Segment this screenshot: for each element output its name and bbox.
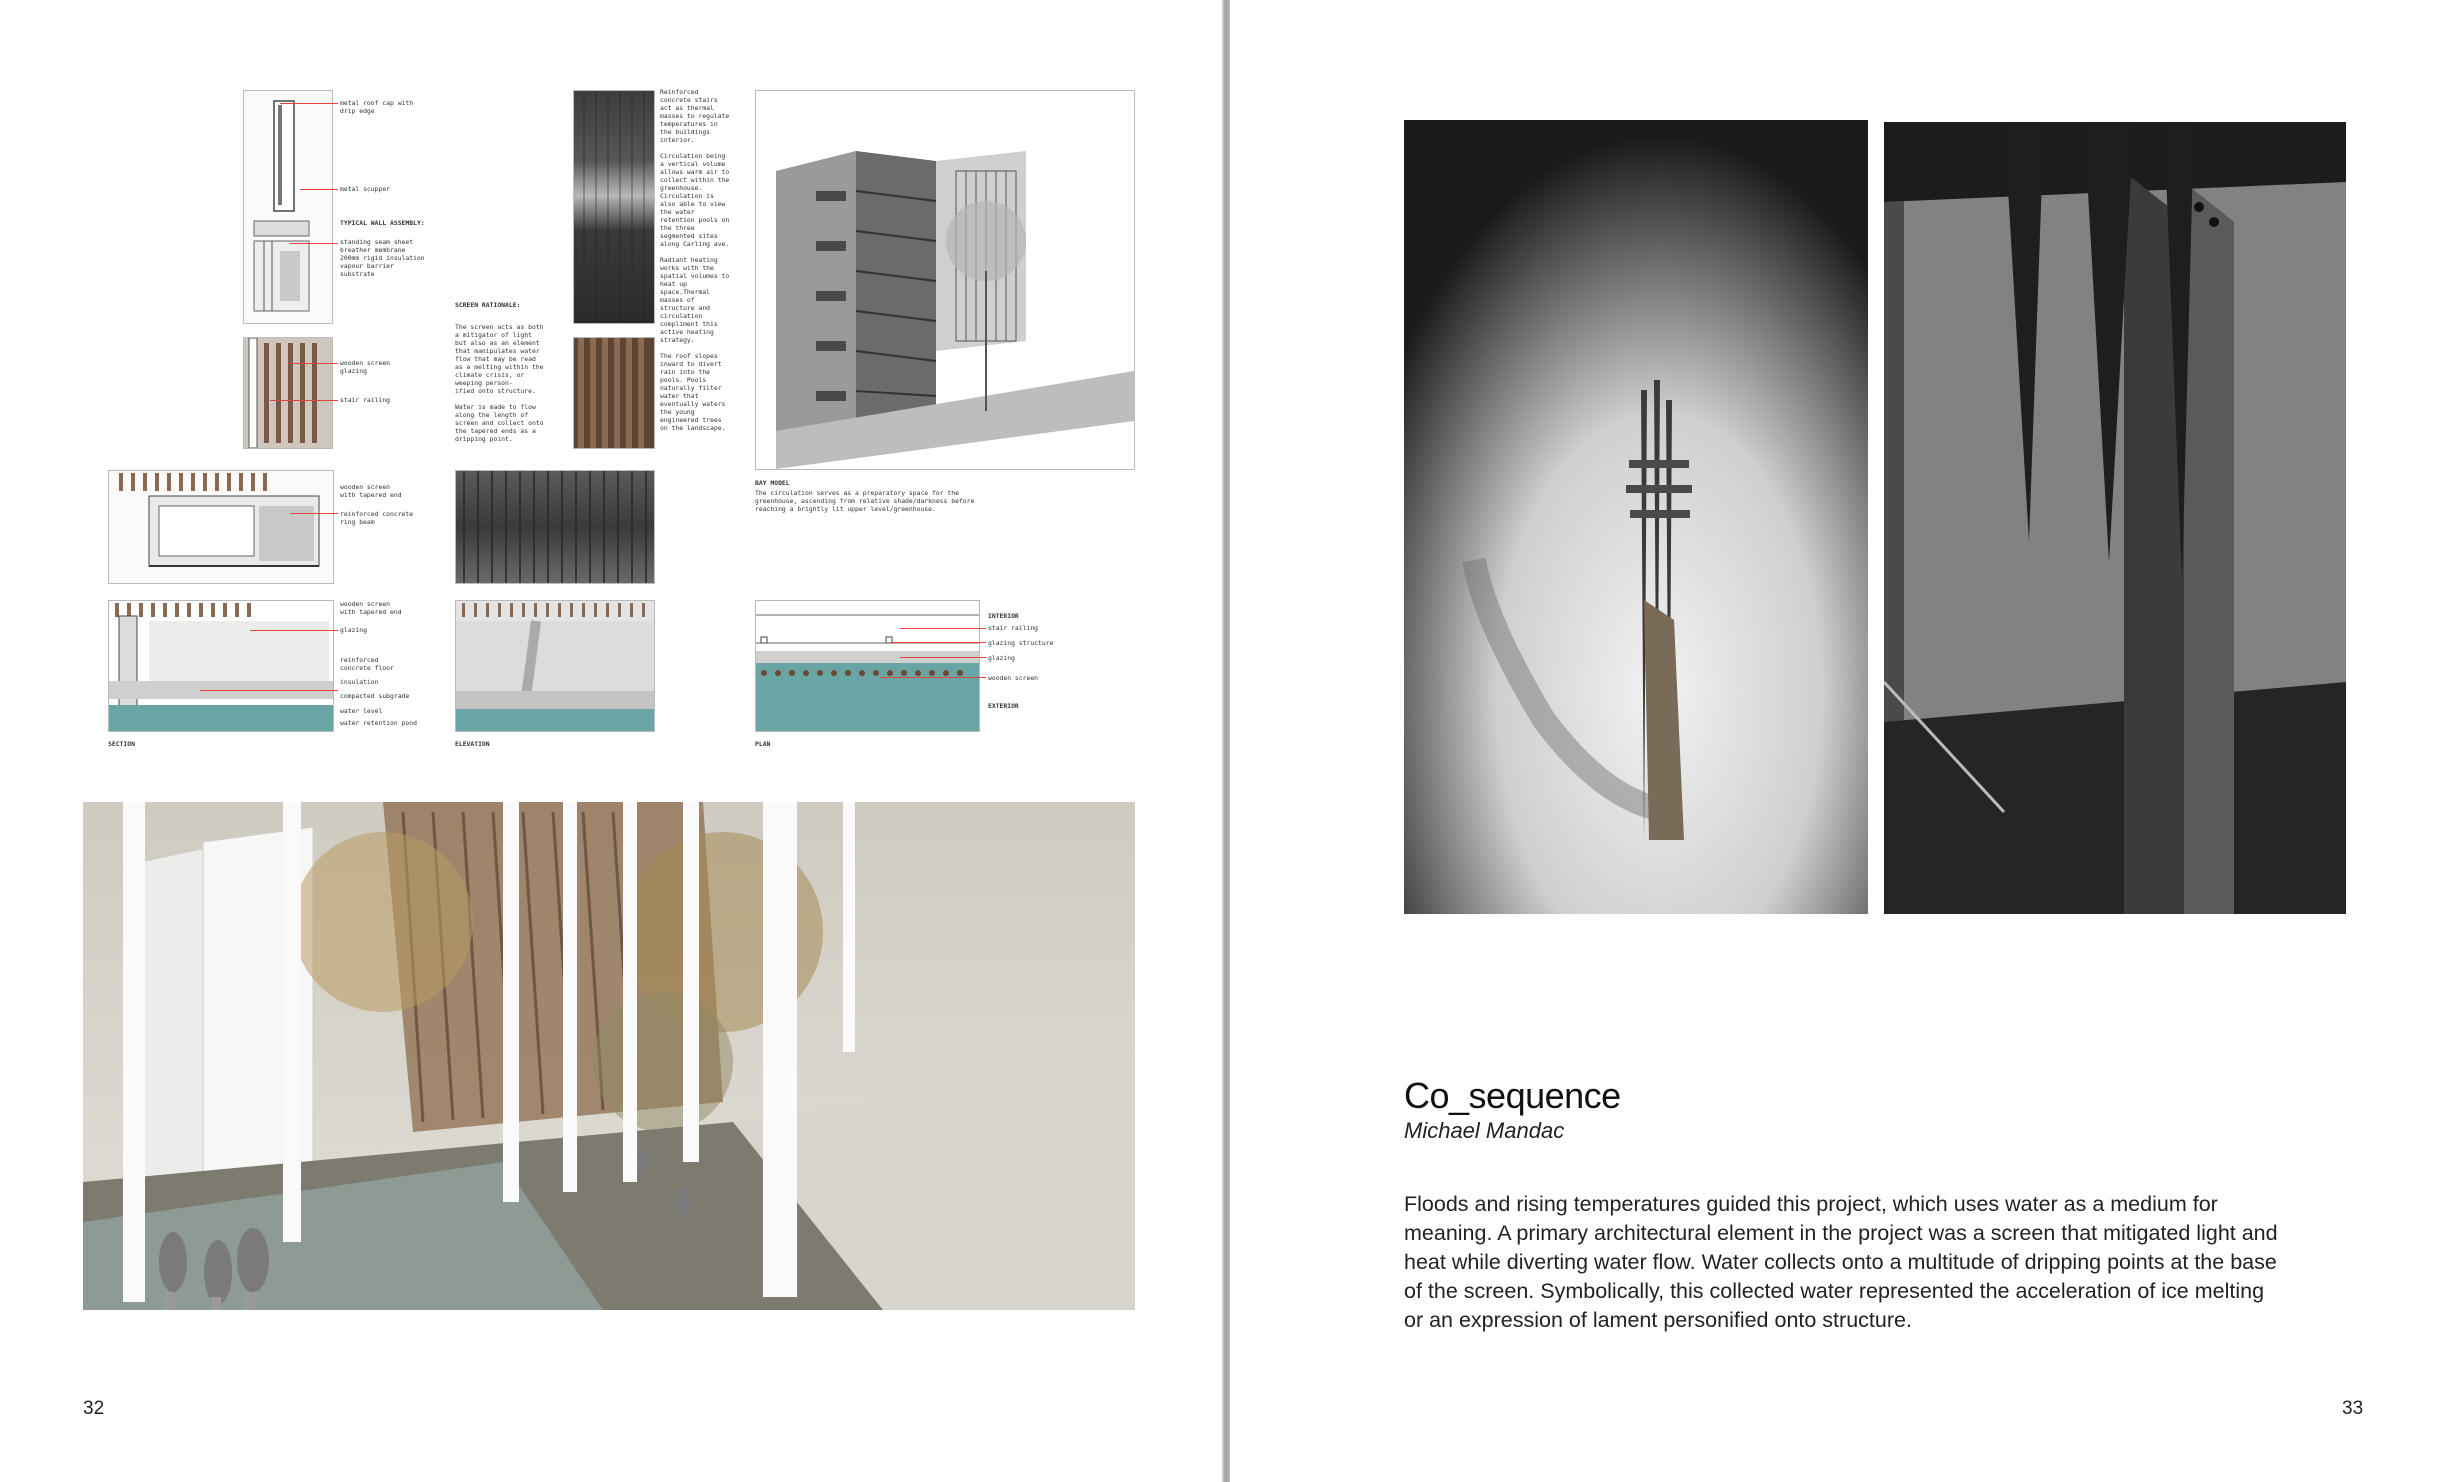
- bay-model-image: [755, 90, 1135, 470]
- page-number-left: 32: [83, 1398, 105, 1419]
- screen-elevation-photo: [455, 470, 655, 584]
- plan-label-interior: INTERIOR: [988, 612, 1019, 620]
- ring-beam-detail: [108, 470, 334, 584]
- caption-elevation: ELEVATION: [455, 740, 490, 748]
- middle-label-screen: wooden screen with tapered end: [340, 483, 402, 499]
- screen-material-strip: [573, 90, 655, 324]
- wood-screen-strip: [573, 337, 655, 449]
- leader-line: [290, 243, 338, 244]
- leader-line: [890, 642, 986, 643]
- wall-label-roof-cap: metal roof cap with drip edge: [340, 99, 414, 115]
- project-description: [1404, 1190, 2284, 1335]
- leader-line: [290, 363, 338, 364]
- wall-label-scupper: metal scupper: [340, 185, 391, 193]
- plan-label-glazing-structure: glazing structure: [988, 639, 1054, 647]
- description-text: Floods and rising temperatures guided this project, which uses water as a medium for meaning. A primary architectural element in the project was a screen that mitigated light and heat while diverting water flow. Water collects onto a multitude of dripping points at the base of the screen. Symbolically, this collected water represented the acceleration of ice melting or an expression of lament personified onto structure.: [1404, 1192, 2278, 1332]
- section-label-floor: reinforced concrete floor: [340, 656, 394, 672]
- leader-line: [300, 189, 338, 190]
- screen-label-glazing: wooden screen glazing: [340, 359, 391, 375]
- elevation-drawing: [455, 600, 655, 732]
- section-drawing: [108, 600, 334, 732]
- leader-line: [900, 628, 986, 629]
- leader-line: [200, 690, 338, 691]
- screen-detail: [243, 337, 333, 449]
- screen-rationale-heading: SCREEN RATIONALE:: [455, 301, 521, 309]
- model-photo-screen: [1404, 120, 1868, 914]
- caption-plan: PLAN: [755, 740, 771, 748]
- section-label-subgrade: compacted subgrade: [340, 692, 410, 700]
- page-number-right: 33: [2342, 1398, 2364, 1419]
- book-gutter: [1222, 0, 1230, 1482]
- section-label-water-level: water level: [340, 707, 383, 715]
- bay-model-caption: The circulation serves as a preparatory space for the greenhouse, ascending from relative shade/darkness before reaching a brightly lit upper level/greenhouse.: [755, 489, 975, 513]
- perspective-render: [83, 802, 1135, 1310]
- leader-line: [270, 400, 338, 401]
- section-label-pond: water retention pond: [340, 719, 417, 727]
- middle-label-ring-beam: reinforced concrete ring beam: [340, 510, 414, 526]
- bay-model-heading: BAY MODEL: [755, 479, 790, 487]
- model-photo-closeup: [1884, 122, 2346, 914]
- wall-assembly-heading: TYPICAL WALL ASSEMBLY:: [340, 219, 425, 227]
- plan-label-glazing: glazing: [988, 654, 1015, 662]
- wall-assembly-detail: [243, 90, 333, 324]
- project-author: Michael Mandac: [1404, 1118, 1565, 1143]
- leader-line: [250, 630, 338, 631]
- plan-label-stair-railing: stair railing: [988, 624, 1039, 632]
- caption-section: SECTION: [108, 740, 135, 748]
- leader-line: [290, 513, 338, 514]
- project-title: Co_sequence: [1404, 1075, 1621, 1116]
- section-label-screen: wooden screen with tapered end: [340, 600, 402, 616]
- plan-drawing: [755, 600, 980, 732]
- section-label-glazing: glazing: [340, 626, 367, 634]
- plan-label-wooden-screen: wooden screen: [988, 674, 1039, 682]
- wall-assembly-layers: standing seam sheet breather membrane 200mm rigid insulation vapour barrier substrate: [340, 238, 425, 278]
- leader-line: [880, 677, 986, 678]
- leader-line: [280, 103, 338, 104]
- section-label-insulation: insulation: [340, 678, 379, 686]
- leader-line: [900, 657, 986, 658]
- screen-rationale-text: The screen acts as both a mitigator of light but also as an element that manipulates water flow that may be read as a melting within the climate crisis, or weeping person- ified onto structure. Water is made to flow along the length of screen and collect onto the tapered ends as a dripping point.: [455, 323, 544, 443]
- screen-label-stair-railing: stair railing: [340, 396, 391, 404]
- plan-label-exterior: EXTERIOR: [988, 702, 1019, 710]
- strategy-text: Reinforced concrete stairs act as thermal masses to regulate temperatures in the buildings interior. Circulation being a vertical volume allows warm air to collect within the greenhouse. Circulation is also able to view the water retention pools on the three segmented sites along Carling ave. Radiant heating works with the spatial volumes to heat up space.Thermal masses of structure and circulation compliment this active heating strategy. The roof slopes inward to divert rain into the pools. Pools naturally filter water that eventually waters the young engineered trees on the landscape.: [660, 88, 730, 432]
- left-page: [0, 0, 1222, 1482]
